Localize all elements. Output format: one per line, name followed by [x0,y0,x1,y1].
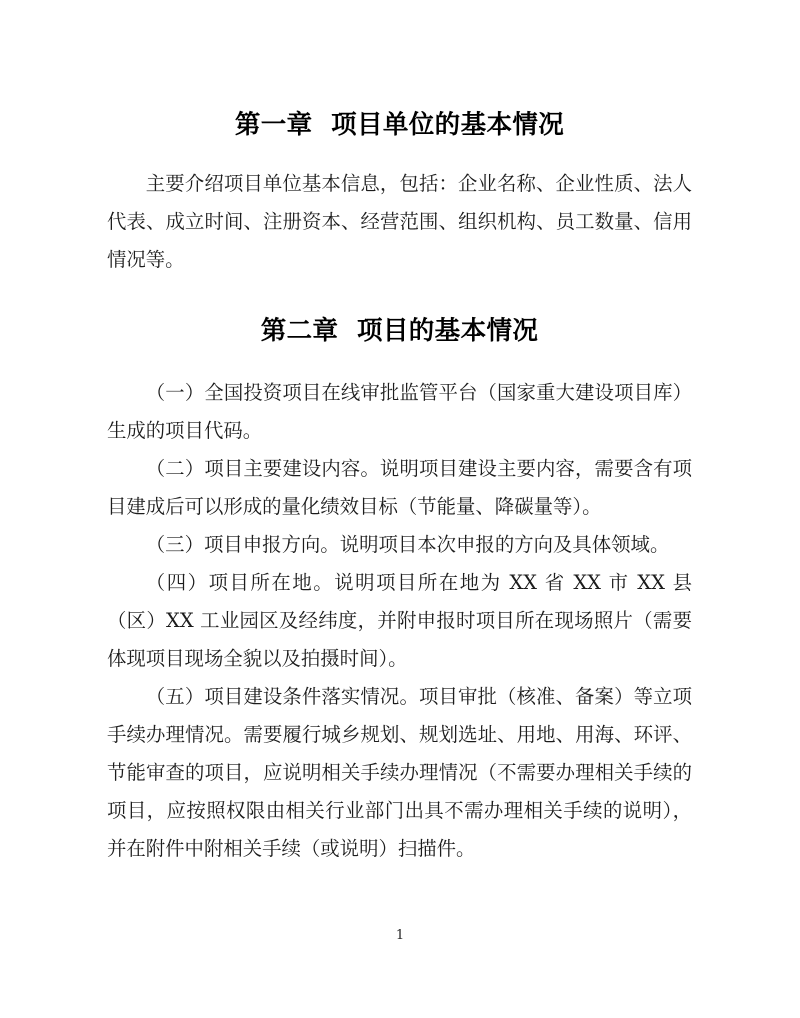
document-content [107,0,692,868]
chapter-two-item-4: （四）项目所在地。说明项目所在地为 XX 省 XX 市 XX 县（区）XX 工业园区及经纬度，并附申报时项目所在现场照片（需要体现项目现场全貌以及拍摄时间）。 [107,571,692,670]
chapter-two-item-3: （三）项目申报方向。说明项目本次申报的方向及具体领域。 [145,533,670,556]
chapter-two-item-1: （一）全国投资项目在线审批监管平台（国家重大建设项目库）生成的项目代码。 [107,381,692,442]
chapter-two-item-2: （二）项目主要建设内容。说明项目建设主要内容，需要含有项目建成后可以形成的量化绩效目标（节能量、降碳量等）。 [107,457,692,518]
chapter-one-paragraph-1: 主要介绍项目单位基本信息，包括：企业名称、企业性质、法人代表、成立时间、注册资本、经营范围、组织机构、员工数量、信用情况等。 [107,172,692,271]
chapter-two-item-5: （五）项目建设条件落实情况。项目审批（核准、备案）等立项手续办理情况。需要履行城乡规划、规划选址、用地、用海、环评、节能审查的项目，应说明相关手续办理情况（不需要办理相关手续的项目，应按照权限由相关行业部门出具不需办理相关手续的说明），并在附件中附相关手续（或说明）扫描件。 [107,685,692,860]
chapter-heading-two: 第二章 项目的基本情况 [260,316,539,346]
chapter-heading-one: 第一章 项目单位的基本情况 [234,110,565,140]
page-number: 1 [395,928,405,943]
